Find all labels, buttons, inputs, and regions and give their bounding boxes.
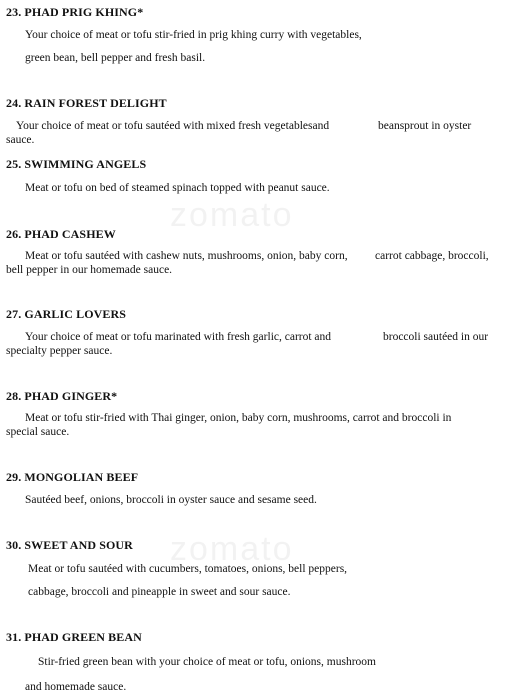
menu-item-title: 28. PHAD GINGER* <box>6 389 118 403</box>
menu-item-description: Stir-fried green bean with your choice of meat or tofu, onions, mushroom <box>38 656 376 668</box>
menu-item-description: Meat or tofu stir-fried with Thai ginger, onion, baby corn, mushrooms, carrot and broccoli in <box>25 412 452 424</box>
menu-item-title: 30. SWEET AND SOUR <box>6 538 133 552</box>
menu-item-description: Your choice of meat or tofu marinated with fresh garlic, carrot and <box>25 331 332 343</box>
menu-item-description: cabbage, broccoli and pineapple in sweet and sour sauce. <box>28 586 291 598</box>
menu-item-description: green bean, bell pepper and fresh basil. <box>25 52 206 64</box>
menu-item-description: Meat or tofu on bed of steamed spinach topped with peanut sauce. <box>25 182 330 194</box>
menu-item-title: 25. SWIMMING ANGELS <box>6 157 147 171</box>
menu-item-title: 27. GARLIC LOVERS <box>6 307 127 321</box>
watermark: zomato <box>170 196 294 234</box>
menu-item-title: 26. PHAD CASHEW <box>6 227 116 241</box>
menu-item-description: beansprout in oyster <box>378 120 472 132</box>
menu-item-description: broccoli sautéed in our <box>383 331 489 343</box>
menu-item-title: 31. PHAD GREEN BEAN <box>6 630 142 644</box>
menu-item-title: 23. PHAD PRIG KHING* <box>6 5 144 19</box>
menu-item-description: Meat or tofu sautéed with cucumbers, tomatoes, onions, bell peppers, <box>28 563 348 575</box>
menu-item-title: 24. RAIN FOREST DELIGHT <box>6 96 167 110</box>
menu-item-title: 29. MONGOLIAN BEEF <box>6 470 139 484</box>
menu-item-description: and homemade sauce. <box>25 681 127 693</box>
menu-item-description: specialty pepper sauce. <box>6 345 113 357</box>
menu-item-description: Sautéed beef, onions, broccoli in oyster sauce and sesame seed. <box>25 494 317 506</box>
menu-item-description: Meat or tofu sautéed with cashew nuts, mushrooms, onion, baby corn, <box>25 250 348 262</box>
menu-item-description: bell pepper in our homemade sauce. <box>6 264 173 276</box>
menu-item-description: carrot cabbage, broccoli, <box>375 250 489 262</box>
menu-item-description: sauce. <box>6 134 35 146</box>
menu-item-description: Your choice of meat or tofu stir-fried in prig khing curry with vegetables, <box>25 29 362 41</box>
watermark: zomato <box>170 530 294 568</box>
menu-item-description: special sauce. <box>6 426 70 438</box>
menu-item-description: Your choice of meat or tofu sautéed with mixed fresh vegetablesand <box>16 120 330 132</box>
